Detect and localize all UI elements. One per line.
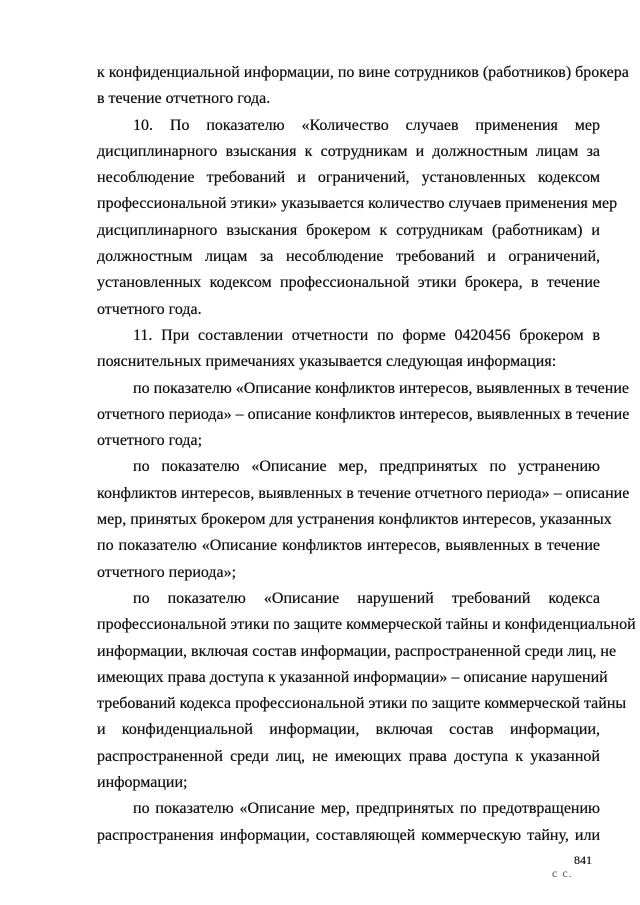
text-line: профессиональной этики» указывается количество случаев применения мер xyxy=(97,195,618,213)
text-line: по показателю «Описание нарушений требований кодекса xyxy=(133,589,600,607)
text-line: к конфиденциальной информации, по вине сотрудников (работников) брокера xyxy=(97,64,629,81)
paragraph xyxy=(97,113,618,323)
text-line: по показателю «Описание мер, предпринятых по устранению xyxy=(133,458,600,476)
text-line: профессиональной этики по защите коммерческой тайны и конфиденциальной xyxy=(97,616,636,634)
text-line: установленных кодексом профессиональной этики брокера, в течение xyxy=(97,274,600,292)
paragraph xyxy=(97,454,630,585)
text-line: требований кодекса профессиональной этики по защите коммерческой тайны xyxy=(97,695,627,713)
text-line: отчетного года; xyxy=(97,432,203,450)
text-line: в течение отчетного года. xyxy=(97,90,271,108)
text-line: дисциплинарного взыскания брокером к сотрудникам (работникам) и xyxy=(97,221,600,239)
text-line: несоблюдение требований и ограничений, установленных кодексом xyxy=(97,169,600,187)
text-line: отчетного года. xyxy=(97,300,202,318)
paragraph xyxy=(97,376,630,455)
page-number: 841 xyxy=(574,853,592,867)
text-line: распространения информации, составляющей коммерческую тайну, или xyxy=(97,826,600,844)
text-line: имеющих права доступа к указанной информации» – описание нарушений xyxy=(97,668,608,686)
paragraph xyxy=(97,323,600,376)
text-line: по показателю «Описание мер, предпринятых по предотвращению xyxy=(133,800,600,818)
paragraph xyxy=(97,796,600,849)
text-line: дисциплинарного взыскания к сотрудникам и должностным лицам за xyxy=(97,142,600,160)
text-line: отчетного периода»; xyxy=(97,563,237,581)
text-line: информации; xyxy=(97,774,188,792)
paragraph xyxy=(97,60,629,113)
text-line: по показателю «Описание конфликтов интересов, выявленных в течение xyxy=(97,537,600,555)
text-line: по показателю «Описание конфликтов интересов, выявленных в течение xyxy=(133,379,630,397)
text-line: пояснительных примечаниях указывается следующая информация: xyxy=(97,353,557,371)
text-line: и конфиденциальной информации, включая состав информации, xyxy=(97,721,600,739)
text-line: 11. При составлении отчетности по форме 0420456 брокером в xyxy=(133,326,600,344)
text-line: 10. По показателю «Количество случаев применения мер xyxy=(133,116,600,134)
text-line: информации, включая состав информации, распространенной среди лиц, не xyxy=(97,642,617,660)
stamp-mark: с с. xyxy=(552,866,573,880)
text-line: должностным лицам за несоблюдение требований и ограничений, xyxy=(97,248,600,266)
text-line: распространенной среди лиц, не имеющих права доступа к указанной xyxy=(97,747,600,765)
text-line: мер, принятых брокером для устранения конфликтов интересов, указанных xyxy=(97,511,612,529)
paragraph xyxy=(97,586,636,796)
text-line: конфликтов интересов, выявленных в течение отчетного периода» – описание xyxy=(97,484,630,502)
document-body xyxy=(97,60,636,849)
text-line: отчетного периода» – описание конфликтов интересов, выявленных в течение xyxy=(97,405,630,423)
